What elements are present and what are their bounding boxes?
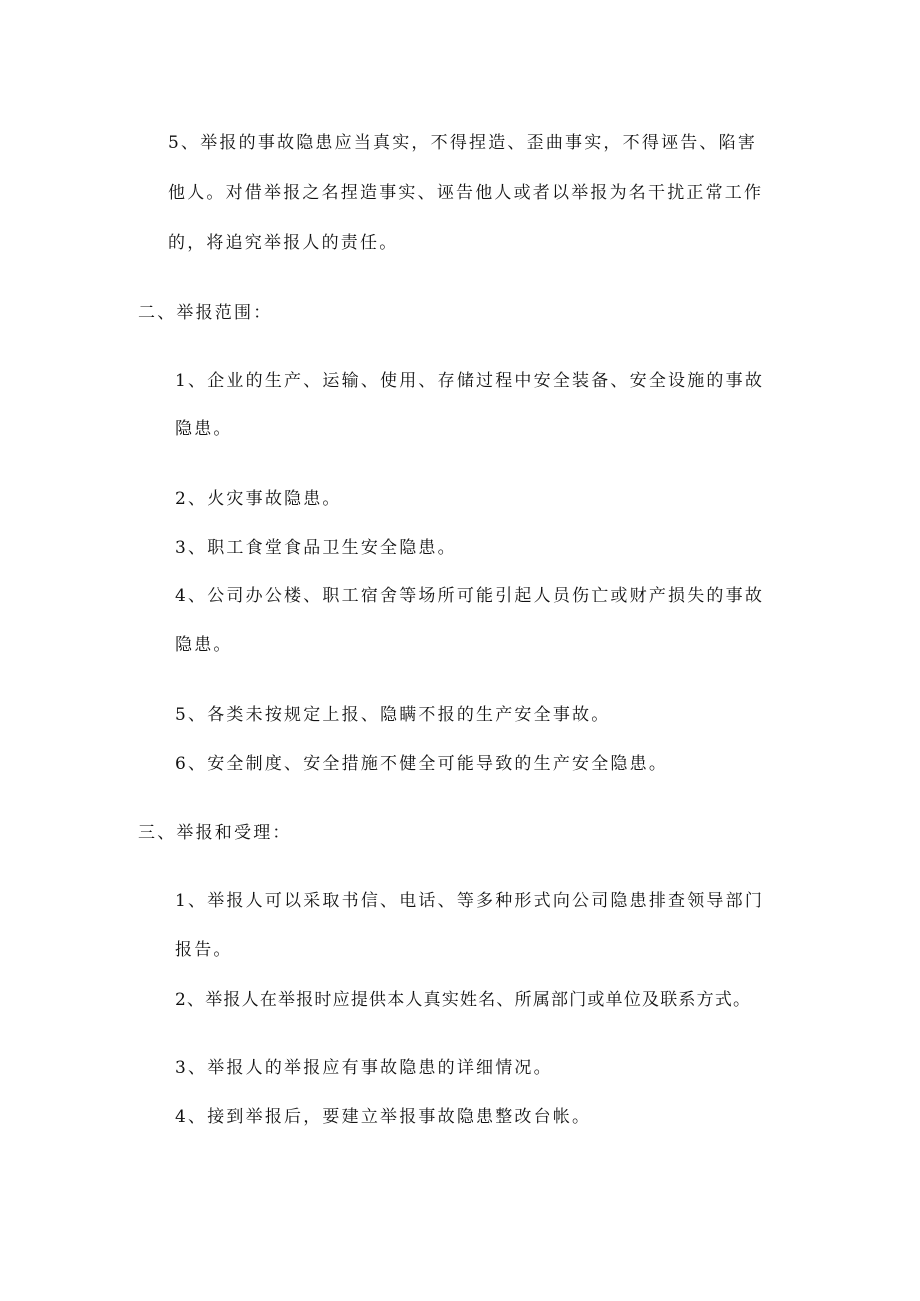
list-item-line: 3、举报人的举报应有事故隐患的详细情况。: [175, 1058, 553, 1078]
section-heading: 二、举报范围：: [138, 303, 273, 323]
list-item-line: 1、企业的生产、运输、使用、存储过程中安全装备、安全设施的事故: [175, 371, 765, 391]
list-item-line: 3、职工食堂食品卫生安全隐患。: [175, 538, 457, 558]
list-item-line: 2、举报人在举报时应提供本人真实姓名、所属部门或单位及联系方式。: [175, 990, 752, 1010]
list-item-line: 6、安全制度、安全措施不健全可能导致的生产安全隐患。: [175, 754, 669, 774]
list-item-line: 隐患。: [175, 635, 233, 655]
list-item-line: 报告。: [175, 940, 233, 960]
list-item-line: 1、举报人可以采取书信、电话、等多种形式向公司隐患排查领导部门: [175, 891, 765, 911]
list-item-line: 5、各类未按规定上报、隐瞒不报的生产安全事故。: [175, 705, 611, 725]
list-item-line: 4、接到举报后，要建立举报事故隐患整改台帐。: [175, 1107, 592, 1127]
paragraph-line: 他人。对借举报之名捏造事实、诬告他人或者以举报为名干扰正常工作: [168, 183, 764, 203]
paragraph-line: 的，将追究举报人的责任。: [168, 233, 399, 253]
paragraph-line: 5、举报的事故隐患应当真实，不得捏造、歪曲事实，不得诬告、陷害: [168, 133, 758, 153]
section-heading: 三、举报和受理：: [138, 823, 292, 843]
list-item-line: 4、公司办公楼、职工宿舍等场所可能引起人员伤亡或财产损失的事故: [175, 586, 765, 606]
list-item-line: 隐患。: [175, 419, 233, 439]
list-item-line: 2、火灾事故隐患。: [175, 489, 342, 509]
